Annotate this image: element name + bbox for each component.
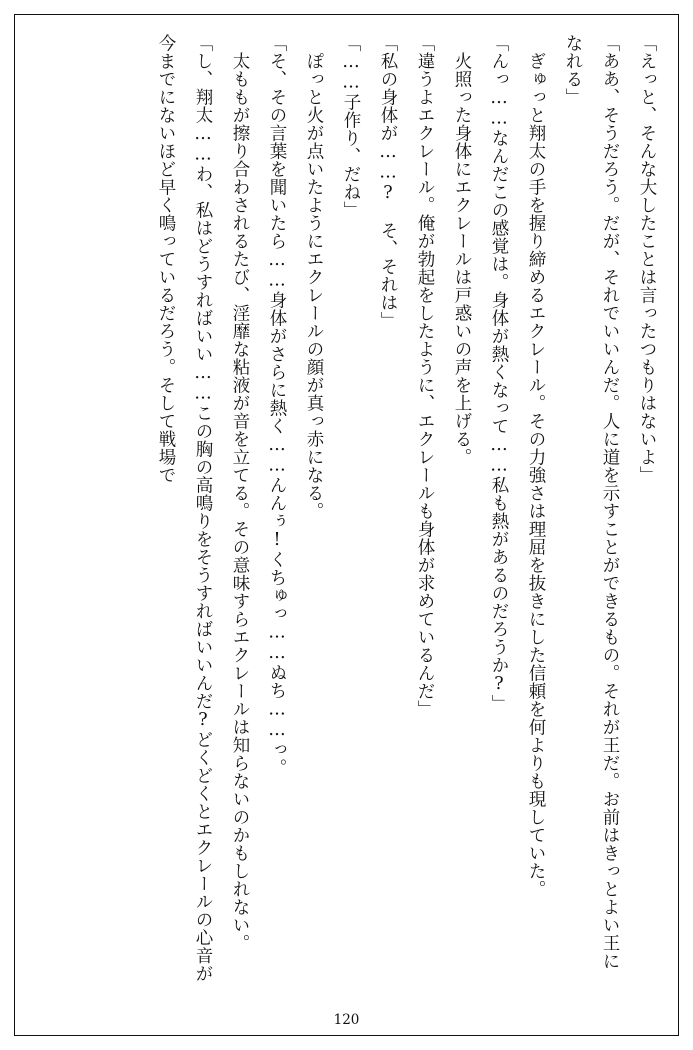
- paragraph: 「そ、その言葉を聞いたら……身体がさらに熱く……んんぅ!くちゅっ……ぬち……っ。: [267, 34, 287, 777]
- paragraph: 「……子作り、だね」: [341, 34, 361, 219]
- paragraph: ぽっと火が点いたようにエクレールの顔が真っ赤になる。: [304, 34, 324, 520]
- paragraph: 「んっ……なんだこの感覚は。身体が熱くなって……私も熱があるのだろうか?」: [489, 34, 509, 713]
- paragraph: 太ももが擦り合わされるたび、淫靡な粘液が音を立てる。その意味すらエクレールは知らないのかもしれない。: [230, 34, 250, 952]
- paragraph: 「ああ、そうだろう。だが、それでいいんだ。人に道を示すことができるもの。それが王だ。お前はきっとよい王になれる」: [563, 34, 620, 970]
- page-number: 120: [333, 1012, 360, 1028]
- paragraph: 「違うよエクレール。俺が勃起をしたように、エクレールも身体が求めているんだ」: [415, 34, 435, 718]
- paragraph: 火照った身体にエクレールは戸惑いの声を上げる。: [452, 34, 472, 466]
- paragraph: 「私の身体が……? そ、それは」: [378, 34, 398, 330]
- paragraph: 「し、翔太……わ、私はどうすればいい……この胸の高鳴りをそうすればいいんだ?どくどくとエクレールの心音が今までにないほど早く鳴っているだろう。そして戦場で: [156, 34, 213, 983]
- paragraph: 「えっと、そんな大したことは言ったつもりはないよ」: [637, 34, 657, 484]
- paragraph: ぎゅっと翔太の手を握り締めるエクレール。その力強さは理屈を抜きにした信頼を何よりも現していた。: [526, 34, 546, 898]
- page-text-body: [28, 34, 665, 984]
